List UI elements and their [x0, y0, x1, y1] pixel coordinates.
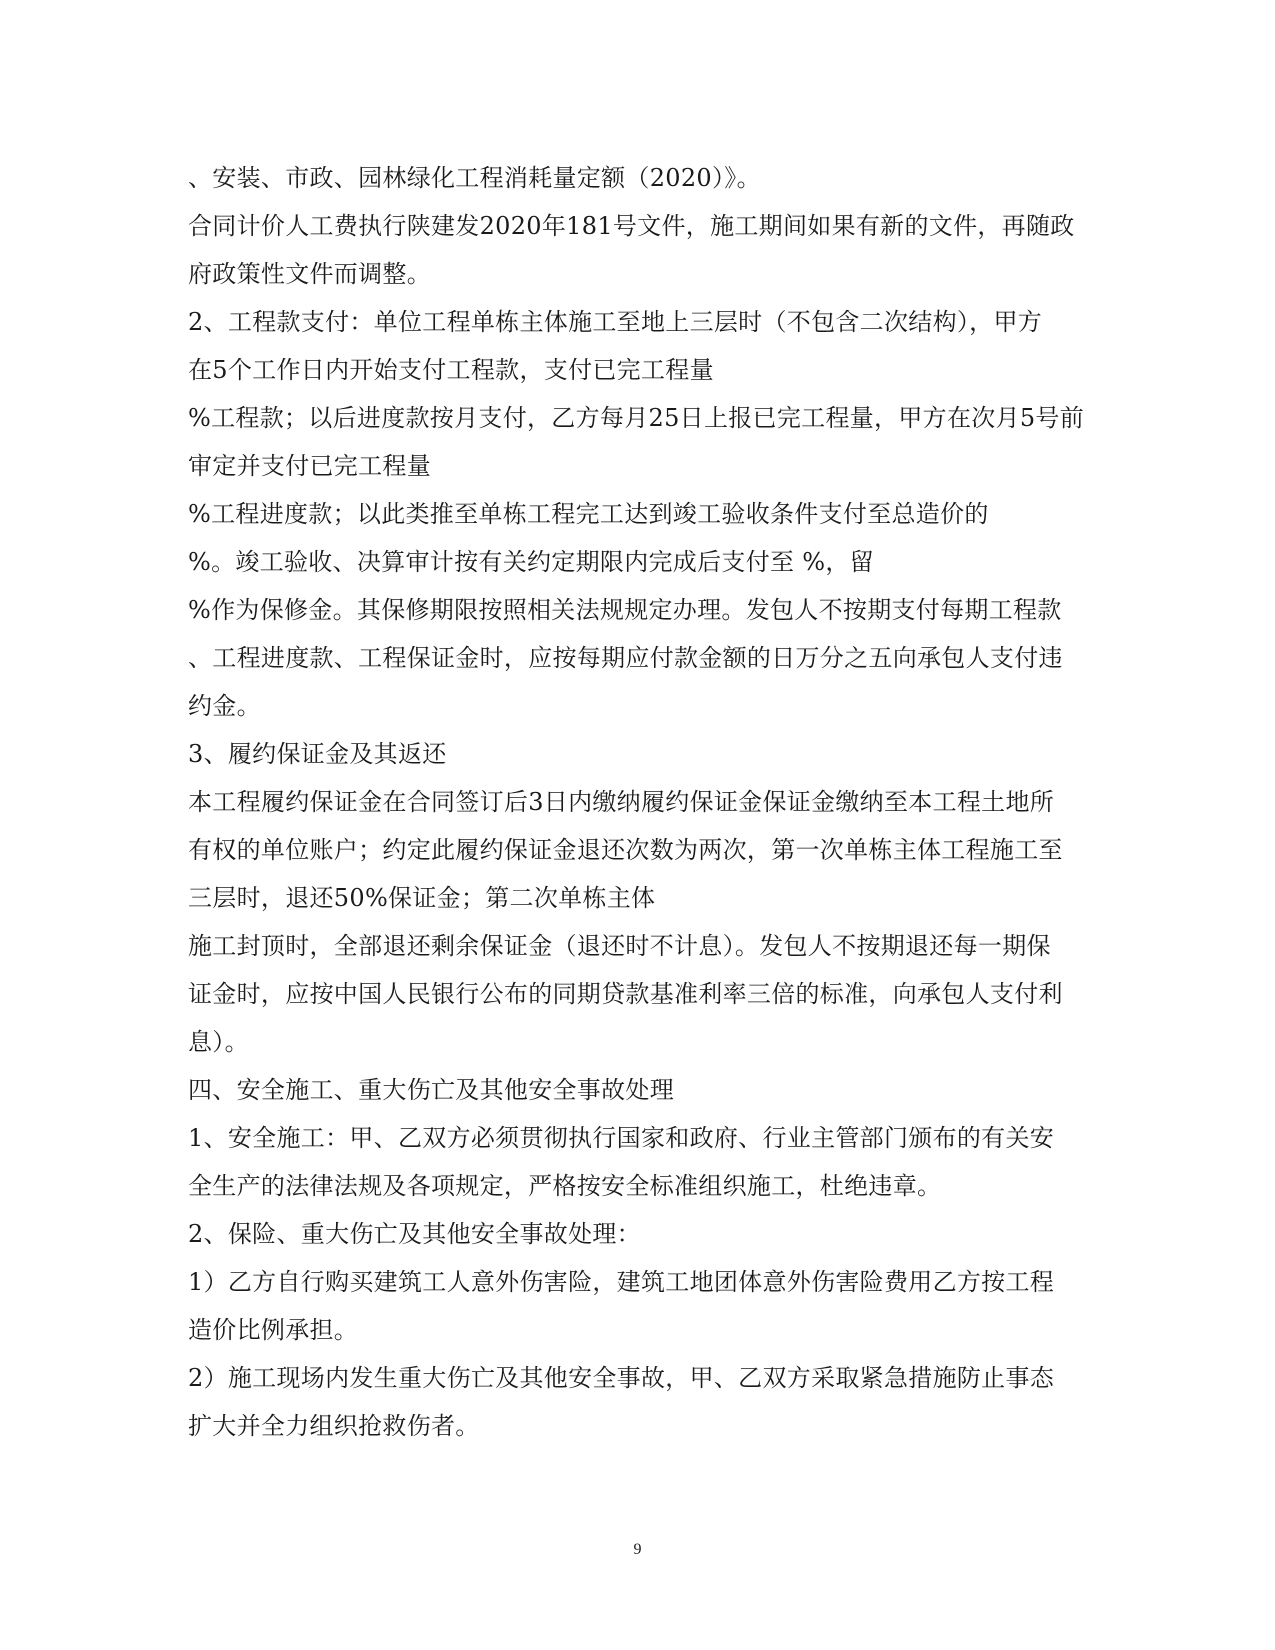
page-number: 9	[633, 1541, 642, 1558]
text-line: 2、保险、重大伤亡及其他安全事故处理：	[188, 1220, 641, 1248]
text-line: 息）。	[188, 1028, 249, 1056]
text-line: 、工程进度款、工程保证金时，应按每期应付款金额的日万分之五向承包人支付违	[188, 644, 1063, 672]
text-line: 1、安全施工：甲、乙双方必须贯彻执行国家和政府、行业主管部门颁布的有关安	[188, 1124, 1055, 1152]
text-line: 府政策性文件而调整。	[188, 260, 431, 288]
text-line: 2、工程款支付：单位工程单栋主体施工至地上三层时（不包含二次结构），甲方	[188, 308, 1043, 336]
text-line: 2）施工现场内发生重大伤亡及其他安全事故，甲、乙双方采取紧急措施防止事态	[188, 1364, 1055, 1392]
text-line: 3、履约保证金及其返还	[188, 740, 447, 768]
text-line: 全生产的法律法规及各项规定，严格按安全标准组织施工，杜绝违章。	[188, 1172, 942, 1200]
text-line: 施工封顶时，全部退还剩余保证金（退还时不计息）。发包人不按期退还每一期保	[188, 932, 1051, 960]
body-text	[188, 154, 1088, 1450]
text-line: 扩大并全力组织抢救伤者。	[188, 1412, 480, 1440]
text-line: 合同计价人工费执行陕建发2020年181号文件，施工期间如果有新的文件，再随政	[188, 212, 1075, 240]
text-line: 三层时，退还50%保证金；第二次单栋主体	[188, 884, 656, 912]
text-line: 1）乙方自行购买建筑工人意外伤害险，建筑工地团体意外伤害险费用乙方按工程	[188, 1268, 1055, 1296]
text-line: 造价比例承担。	[188, 1316, 359, 1344]
text-line: 、安装、市政、园林绿化工程消耗量定额（2020）》。	[188, 164, 761, 192]
text-line: 约金。	[188, 692, 261, 720]
text-line: 证金时，应按中国人民银行公布的同期贷款基准利率三倍的标准，向承包人支付利	[188, 980, 1063, 1008]
text-line: 有权的单位账户；约定此履约保证金退还次数为两次，第一次单栋主体工程施工至	[188, 836, 1063, 864]
text-line: %工程进度款；以此类推至单栋工程完工达到竣工验收条件支付至总造价的	[188, 500, 989, 528]
text-line: 审定并支付已完工程量	[188, 452, 431, 480]
text-line: 四、安全施工、重大伤亡及其他安全事故处理	[188, 1076, 674, 1104]
text-line: 本工程履约保证金在合同签订后3日内缴纳履约保证金保证金缴纳至本工程土地所	[188, 788, 1055, 816]
text-line: %工程款；以后进度款按月支付，乙方每月25日上报已完工程量，甲方在次月5号前	[188, 404, 1085, 432]
text-line: %作为保修金。其保修期限按照相关法规规定办理。发包人不按期支付每期工程款	[188, 596, 1062, 624]
text-line: %。竣工验收、决算审计按有关约定期限内完成后支付至 %，留	[188, 548, 874, 576]
text-line: 在5个工作日内开始支付工程款，支付已完工程量	[188, 356, 714, 384]
